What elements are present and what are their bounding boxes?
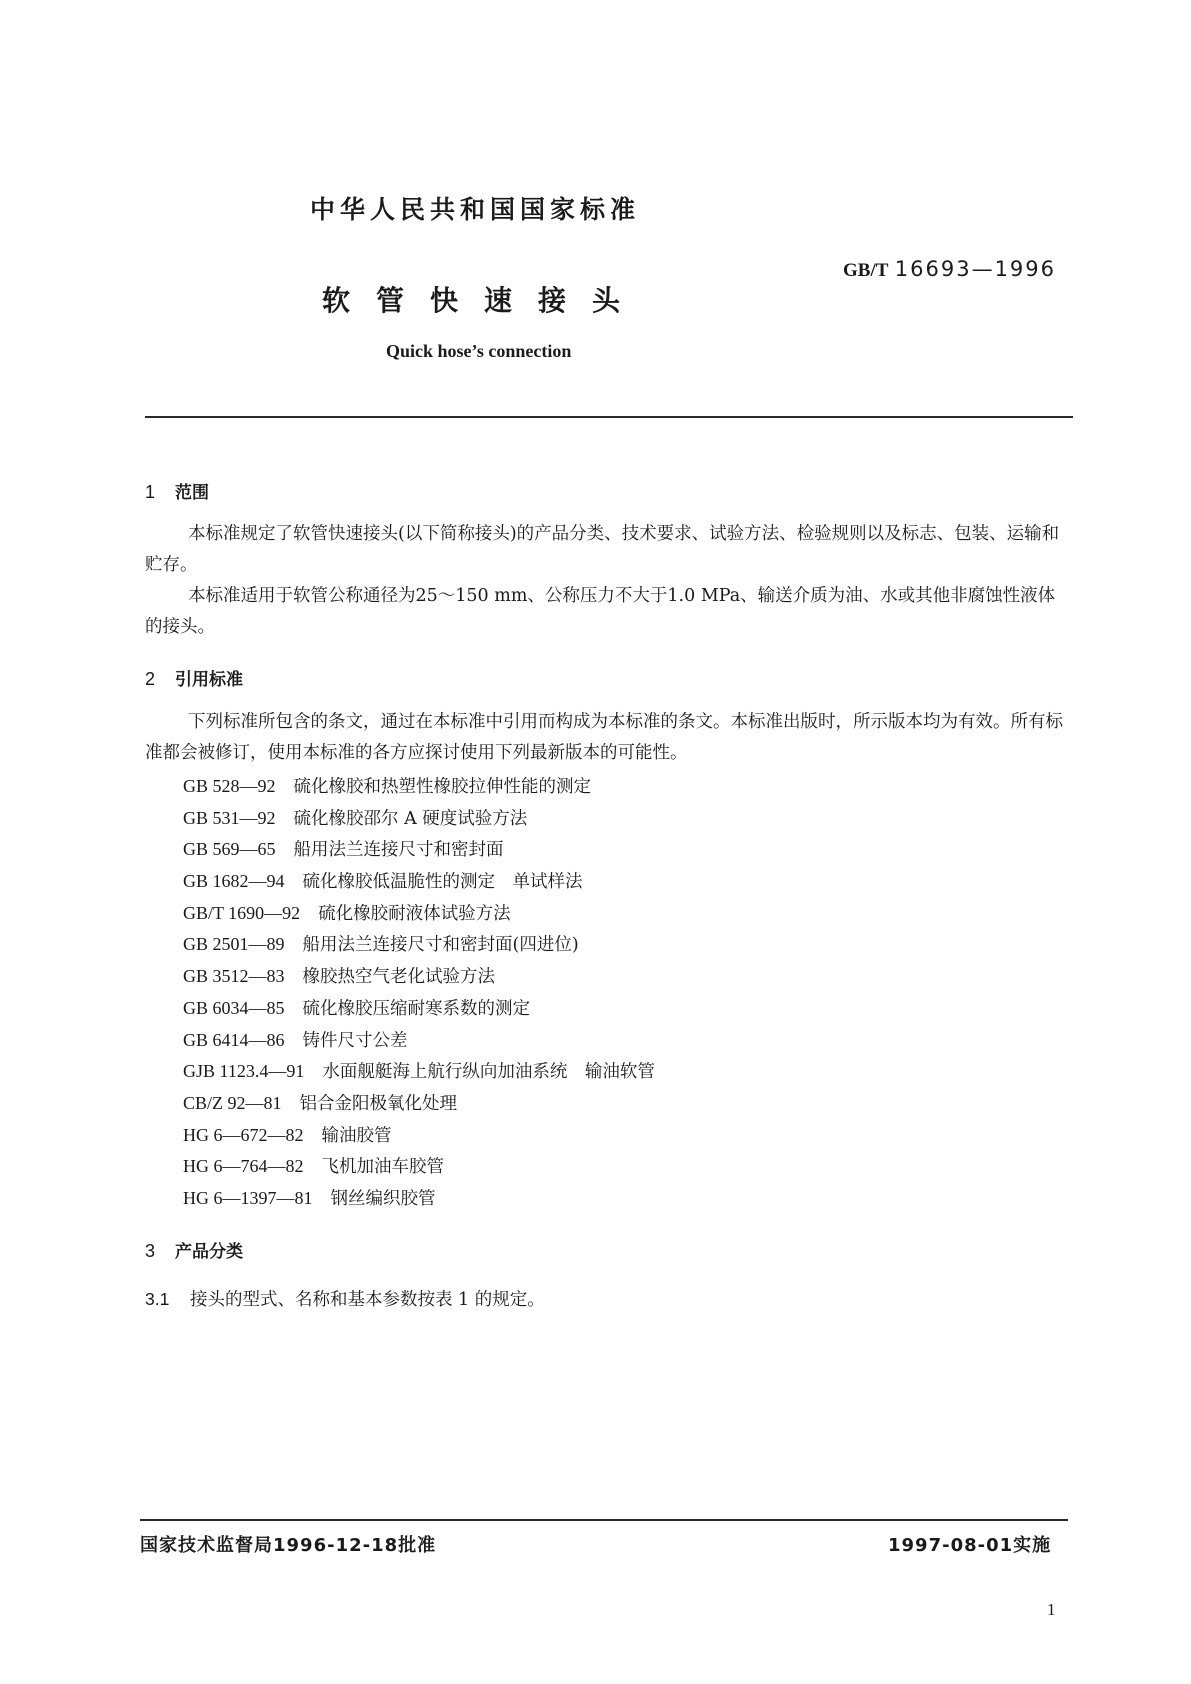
footer-divider bbox=[140, 1519, 1068, 1521]
reference-code: GB 569—65 bbox=[183, 839, 276, 860]
section-1-title: 范围 bbox=[175, 483, 209, 503]
reference-title: 硫化橡胶邵尔 A 硬度试验方法 bbox=[293, 808, 528, 829]
reference-item bbox=[183, 898, 655, 930]
reference-code: GB 3512—83 bbox=[183, 966, 285, 987]
reference-code: GB 528—92 bbox=[183, 776, 276, 796]
reference-item bbox=[183, 1056, 655, 1088]
reference-code: HG 6—1397—81 bbox=[183, 1187, 313, 1208]
reference-title: 铝合金阳极氧化处理 bbox=[299, 1093, 458, 1114]
reference-title: 船用法兰连接尺寸和密封面(四进位) bbox=[302, 935, 579, 956]
section-3-heading bbox=[145, 1237, 243, 1262]
reference-title: 水面舰艇海上航行纵向加油系统 输油软管 bbox=[322, 1062, 655, 1083]
document-subtitle-en: Quick hose’s connection bbox=[386, 341, 572, 361]
standard-code: 16693—1996 bbox=[894, 257, 1057, 281]
reference-code: GB 6414—86 bbox=[183, 1029, 285, 1050]
reference-item bbox=[183, 771, 655, 803]
reference-item bbox=[183, 1120, 655, 1152]
reference-code: HG 6—764—82 bbox=[183, 1156, 304, 1177]
reference-title: 硫化橡胶和热塑性橡胶拉伸性能的测定 bbox=[293, 777, 592, 797]
clause-text: 接头的型式、名称和基本参数按表 1 的规定。 bbox=[190, 1290, 545, 1310]
reference-code: GB 1682—94 bbox=[183, 871, 285, 892]
reference-title: 输油胶管 bbox=[321, 1125, 392, 1146]
reference-code: GB 531—92 bbox=[183, 807, 276, 828]
reference-item bbox=[183, 1088, 655, 1120]
references-intro: 下列标准所包含的条文，通过在本标准中引用而构成为本标准的条文。本标准出版时，所示版本均为有效。所有标准都会被修订，使用本标准的各方应探讨使用下列最新版本的可能性。 bbox=[145, 712, 1063, 763]
reference-item bbox=[183, 866, 655, 898]
reference-title: 橡胶热空气老化试验方法 bbox=[302, 967, 496, 988]
clause-3-1 bbox=[145, 1286, 545, 1311]
reference-item bbox=[183, 803, 655, 835]
reference-item bbox=[183, 1025, 655, 1057]
reference-title: 船用法兰连接尺寸和密封面 bbox=[293, 840, 504, 861]
section-3-number: 3 bbox=[145, 1241, 156, 1261]
reference-item bbox=[183, 993, 655, 1025]
section-1-body bbox=[145, 519, 1072, 643]
section-1-heading bbox=[145, 478, 209, 503]
approval-date: 国家技术监督局1996-12-18批准 bbox=[140, 1535, 437, 1556]
reference-item bbox=[183, 961, 655, 993]
reference-title: 飞机加油车胶管 bbox=[321, 1157, 444, 1178]
scope-paragraph-2: 本标准适用于软管公称通径为25～150 mm、公称压力不大于1.0 MPa、输送介质为油、水或其他非腐蚀性液体的接头。 bbox=[145, 586, 1056, 637]
reference-title: 硫化橡胶压缩耐寒系数的测定 bbox=[302, 998, 531, 1019]
section-1-number: 1 bbox=[145, 482, 156, 502]
standard-number bbox=[843, 257, 1056, 282]
section-2-number: 2 bbox=[145, 669, 156, 689]
reference-title: 硫化橡胶低温脆性的测定 单试样法 bbox=[302, 872, 583, 893]
clause-number: 3.1 bbox=[145, 1289, 170, 1309]
section-2-intro bbox=[145, 707, 1072, 769]
reference-list bbox=[183, 771, 655, 1215]
section-2-title: 引用标准 bbox=[175, 670, 243, 690]
reference-code: GJB 1123.4—91 bbox=[183, 1061, 305, 1082]
section-3-title: 产品分类 bbox=[175, 1242, 243, 1262]
document-title: 软管快速接头 bbox=[322, 284, 647, 317]
standard-prefix: GB/T bbox=[843, 260, 889, 281]
reference-item bbox=[183, 1151, 655, 1183]
reference-title: 铸件尺寸公差 bbox=[302, 1030, 408, 1051]
reference-item bbox=[183, 1183, 655, 1215]
reference-code: GB 2501—89 bbox=[183, 934, 285, 955]
reference-code: GB 6034—85 bbox=[183, 997, 285, 1018]
national-standard-label: 中华人民共和国国家标准 bbox=[310, 195, 641, 224]
scope-paragraph-1: 本标准规定了软管快速接头(以下简称接头)的产品分类、技术要求、试验方法、检验规则以及标志、包装、运输和贮存。 bbox=[145, 524, 1060, 575]
reference-code: GB/T 1690—92 bbox=[183, 902, 301, 923]
reference-item bbox=[183, 834, 655, 866]
reference-title: 硫化橡胶耐液体试验方法 bbox=[318, 903, 511, 924]
header-divider bbox=[145, 416, 1073, 418]
reference-title: 钢丝编织胶管 bbox=[330, 1188, 436, 1209]
implementation-date: 1997-08-01实施 bbox=[888, 1535, 1052, 1556]
reference-item bbox=[183, 929, 655, 961]
section-2-heading bbox=[145, 665, 243, 690]
page-number: 1 bbox=[1047, 1600, 1056, 1619]
reference-code: HG 6—672—82 bbox=[183, 1124, 304, 1145]
reference-code: CB/Z 92—81 bbox=[183, 1092, 282, 1113]
